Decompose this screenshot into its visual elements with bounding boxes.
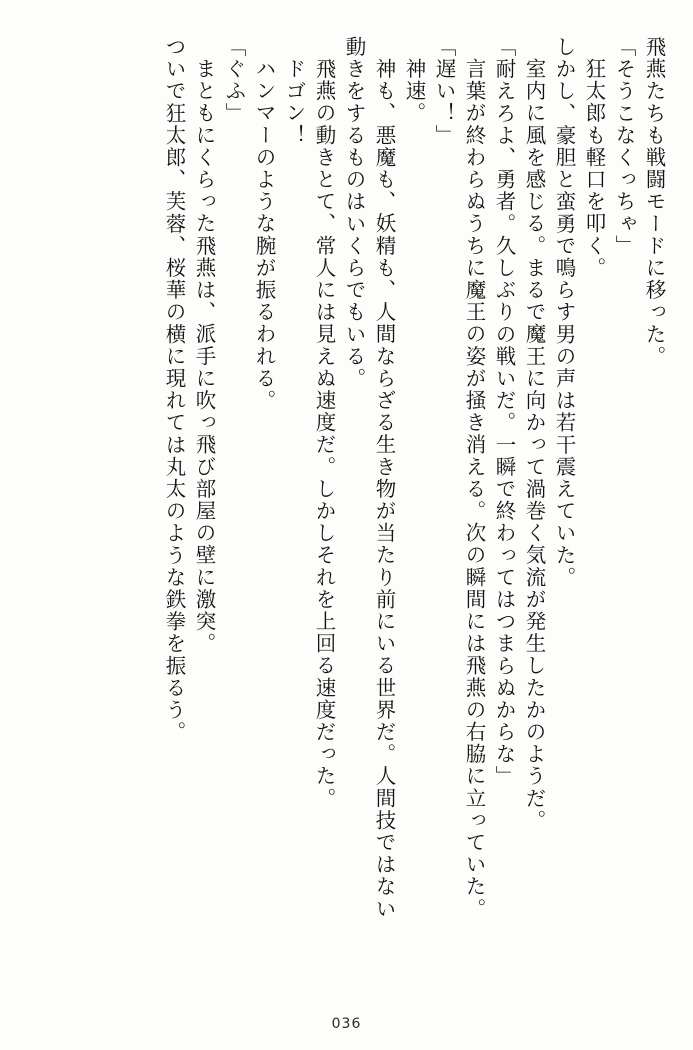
text-line: 「そうこなくっちゃ」: [612, 36, 636, 257]
text-line: 動きをするものはいくらでもいる。: [342, 36, 366, 390]
text-line: 神も、悪魔も、妖精も、人間ならざる生き物が当たり前にいる世界だ。人間技ではない: [372, 58, 396, 920]
text-line: 「ぐふ」: [222, 36, 246, 125]
page-number: 036: [331, 1016, 362, 1032]
text-line: ハンマーのような腕が振るわれる。: [252, 58, 276, 412]
text-line: ドゴン！: [282, 58, 306, 147]
text-line: 「耐えろよ、勇者。久しぶりの戦いだ。一瞬で終わってはつまらぬからな」: [492, 36, 516, 788]
text-line: まともにくらった飛燕は、派手に吹っ飛び部屋の壁に激突。: [192, 58, 216, 655]
text-line: 神速。: [402, 58, 426, 125]
text-line: 飛燕の動きとて、常人には見えぬ速度だ。しかしそれを上回る速度だった。: [312, 58, 336, 810]
text-line: 飛燕たちも戦闘モードに移った。: [642, 36, 666, 368]
text-line: ついで狂太郎、芙蓉、桜華の横に現れては丸太のような鉄拳を振るう。: [162, 36, 186, 744]
text-line: 言葉が終わらぬうちに魔王の姿が掻き消える。次の瞬間には飛燕の右脇に立っていた。: [462, 58, 486, 920]
text-line: 「遅い！」: [432, 36, 456, 147]
text-line: 狂太郎も軽口を叩く。: [582, 58, 606, 279]
vertical-text-block: [24, 36, 669, 986]
text-line: しかし、豪胆と蛮勇で鳴らす男の声は若干震えていた。: [552, 36, 576, 589]
text-line: 室内に風を感じる。まるで魔王に向かって渦巻く気流が発生したかのようだ。: [522, 58, 546, 832]
